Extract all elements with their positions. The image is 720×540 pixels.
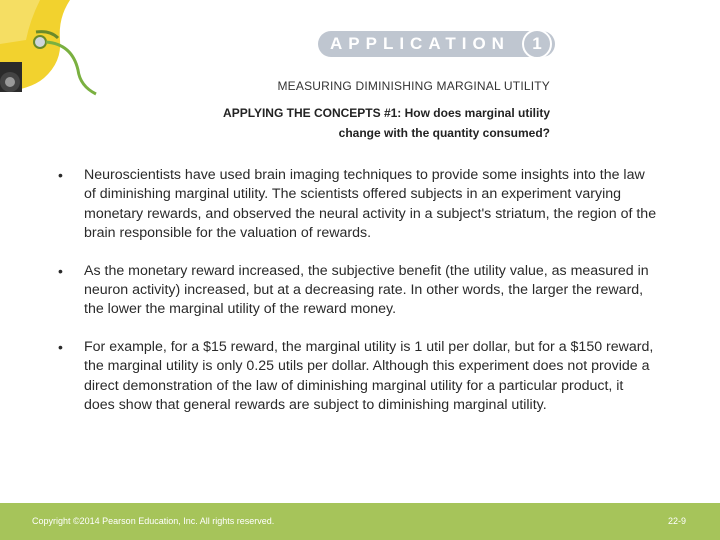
concept-heading-line1: APPLYING THE CONCEPTS #1: How does marginal utility [223,106,550,120]
bullet-text: As the monetary reward increased, the subjective benefit (the utility value, as measured in neuron activity) increased, but at a decreasing rate. In other words, the larger the reward, the lower the marginal utility of the reward money. [84,262,649,318]
bullet-text: Neuroscientists have used brain imaging techniques to provide some insights into the law of diminishing marginal utility. The scientists offered subjects in an experiment varying monetary rewards, and observed the neural activity in a subject's striatum, the region of the brain responsible for the valuation of rewards. [84,167,657,242]
application-label: APPLICATION [330,34,510,53]
bullet-marker: • [58,167,63,183]
bullet-item [58,338,658,416]
application-number: 1 [522,29,552,59]
concept-heading [150,103,550,143]
copyright-text: Copyright ©2014 Pearson Education, Inc. All rights reserved. [32,516,275,526]
footer-bar [0,503,720,540]
bullet-marker: • [58,338,63,355]
application-badge [318,31,555,57]
bullet-list [58,166,658,415]
electric-car-icon [0,0,100,96]
bullet-item [58,262,658,320]
section-title: MEASURING DIMINISHING MARGINAL UTILITY [277,79,550,93]
concept-heading-line2: change with the quantity consumed? [338,126,550,140]
bullet-text: For example, for a $15 reward, the marginal utility is 1 util per dollar, but for a $150 reward, the marginal utility is only 0.25 utils per dollar. Although this experiment does not provide a direct demonstration of the law of diminishing marginal utility for a particular product, it does show that general rewards are subject to diminishing marginal utility. [84,338,654,414]
bullet-marker: • [58,262,63,279]
bullet-item [58,166,658,244]
page-number: 22-9 [667,516,686,526]
